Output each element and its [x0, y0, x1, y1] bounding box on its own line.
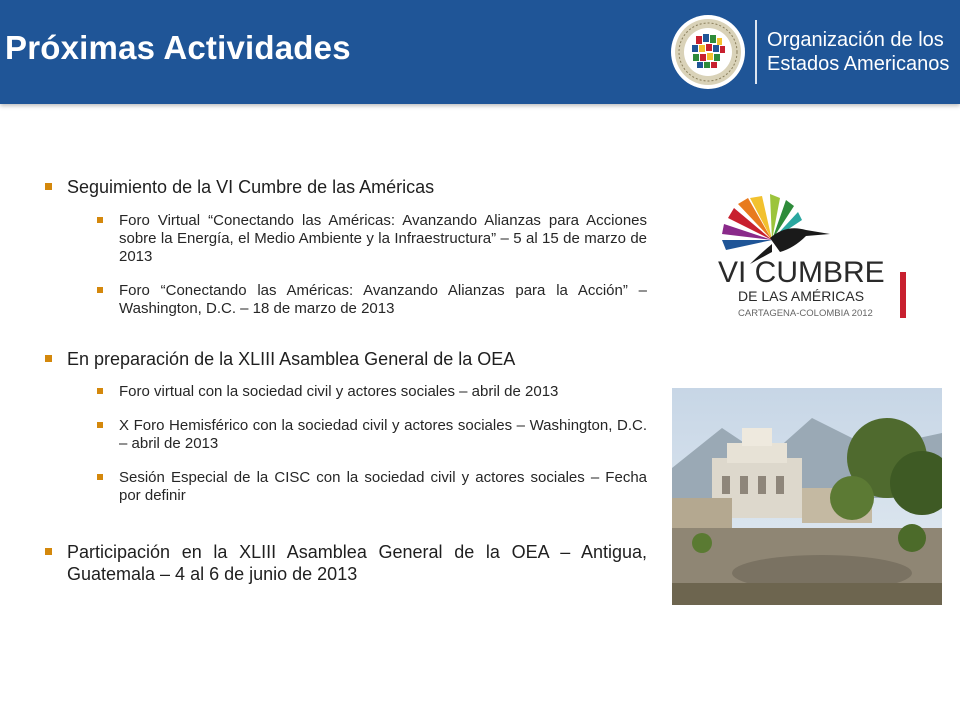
organization-name	[767, 28, 949, 76]
subitem	[97, 417, 647, 453]
cumbre-logo	[710, 190, 920, 325]
bullet-icon	[45, 548, 52, 555]
subitem	[97, 282, 647, 318]
bullet-icon	[97, 422, 103, 428]
subitem-text: Foro Virtual “Conectando las Américas: Avanzando Alianzas para Acciones sobre la Energía, el Medio Ambiente y la Infraestructura” – 5 al 15 de marzo de 2013	[119, 212, 647, 265]
header-bar	[0, 0, 960, 104]
cumbre-location: CARTAGENA-COLOMBIA 2012	[738, 308, 873, 319]
bullet-icon	[97, 474, 103, 480]
section-text: Participación en la XLIII Asamblea General de la OEA – Antigua, Guatemala – 4 al 6 de junio de 2013	[67, 542, 647, 584]
bullet-icon	[97, 217, 103, 223]
subitem-text: Foro “Conectando las Américas: Avanzando Alianzas para la Acción” – Washington, D.C. – 18 de marzo de 2013	[119, 282, 647, 317]
cumbre-title: VI CUMBRE	[718, 256, 885, 289]
page-title: Próximas Actividades	[5, 29, 351, 66]
logo-divider	[755, 20, 757, 84]
subitem	[97, 469, 647, 505]
subitem-text: Sesión Especial de la CISC con la sociedad civil y actores sociales – Fecha por definir	[119, 469, 647, 504]
activities-list	[45, 176, 647, 585]
section-asamblea-preparation	[45, 348, 647, 370]
subitem-text: Foro virtual con la sociedad civil y actores sociales – abril de 2013	[119, 383, 559, 400]
section-text: Seguimiento de la VI Cumbre de las Américas	[67, 177, 435, 197]
org-name-line2: Estados Americanos	[767, 53, 950, 75]
subitem	[97, 383, 647, 401]
section-cumbre	[45, 176, 647, 198]
cumbre-red-bar	[900, 272, 906, 318]
oas-logo	[670, 14, 955, 90]
org-name-line1: Organización de los	[767, 29, 944, 51]
oas-seal-icon	[670, 14, 746, 90]
subitem-text: X Foro Hemisférico con la sociedad civil y actores sociales – Washington, D.C. – abril de 2013	[119, 417, 647, 452]
antigua-photo	[672, 388, 942, 605]
subitem	[97, 212, 647, 266]
cumbre-subtitle: DE LAS AMÉRICAS	[738, 288, 865, 304]
section-asamblea-participation	[45, 541, 647, 585]
bullet-icon	[45, 183, 52, 190]
section-text: En preparación de la XLIII Asamblea General de la OEA	[67, 349, 516, 369]
bullet-icon	[97, 287, 103, 293]
hummingbird-icon	[722, 194, 830, 264]
bullet-icon	[45, 355, 52, 362]
bullet-icon	[97, 388, 103, 394]
